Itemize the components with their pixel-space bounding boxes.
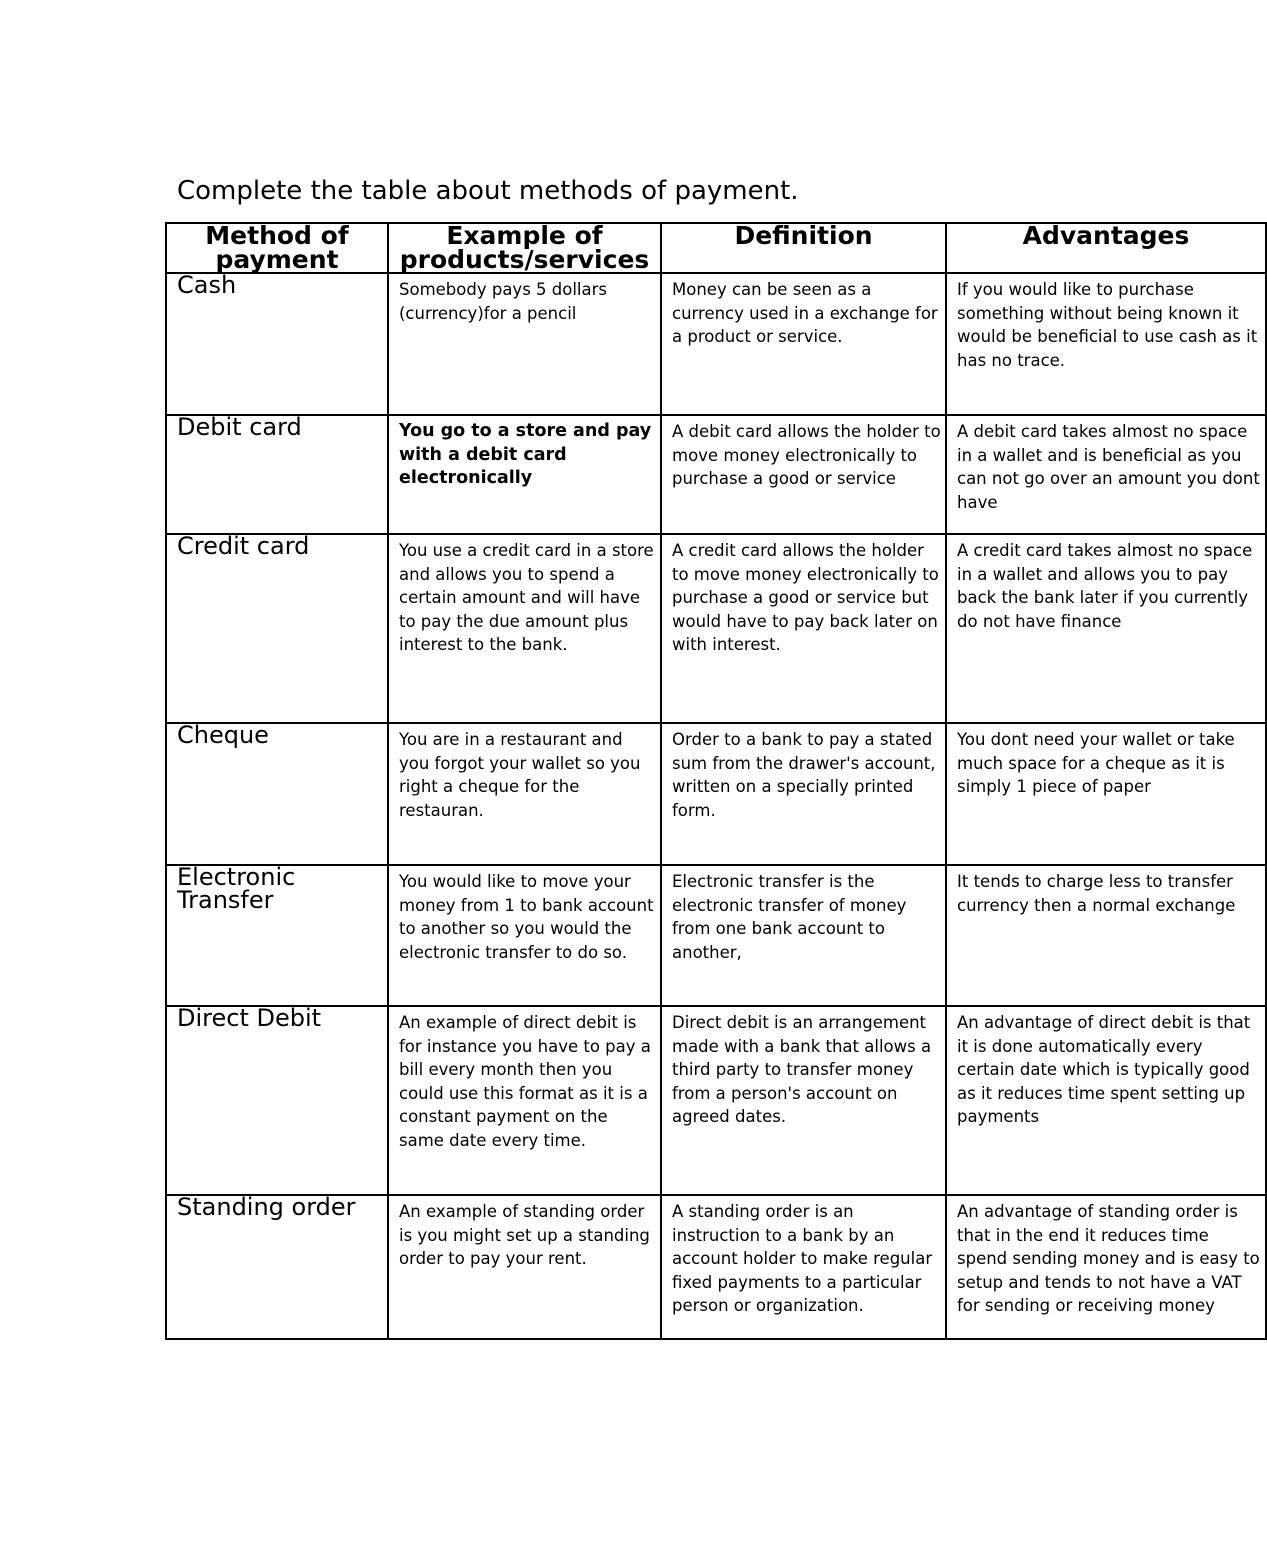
- row-example: An example of standing order is you might set up a standing order to pay your rent.: [388, 1195, 661, 1339]
- table-row: [166, 1006, 1266, 1195]
- row-advantages: A debit card takes almost no space in a wallet and is beneficial as you can not go over an amount you dont have: [946, 415, 1266, 534]
- table-row: [166, 415, 1266, 534]
- row-definition: Order to a bank to pay a stated sum from the drawer's account, written on a specially printed form.: [661, 723, 946, 865]
- row-example: An example of direct debit is for instance you have to pay a bill every month then you could use this format as it is a constant payment on the same date every time.: [388, 1006, 661, 1195]
- row-definition: A debit card allows the holder to move money electronically to purchase a good or service: [661, 415, 946, 534]
- row-definition: A credit card allows the holder to move money electronically to purchase a good or service but would have to pay back later on with interest.: [661, 534, 946, 723]
- row-method: Cheque: [166, 723, 388, 865]
- row-method: Cash: [166, 273, 388, 415]
- row-advantages: An advantage of standing order is that in the end it reduces time spend sending money and is easy to setup and tends to not have a VAT for sending or receiving money: [946, 1195, 1266, 1339]
- table-row: [166, 534, 1266, 723]
- payment-methods-table: [165, 222, 1267, 1340]
- row-definition: Money can be seen as a currency used in a exchange for a product or service.: [661, 273, 946, 415]
- row-method: Electronic Transfer: [166, 865, 388, 1006]
- header-method: Method of payment: [166, 223, 388, 273]
- row-example: You would like to move your money from 1 to bank account to another so you would the electronic transfer to do so.: [388, 865, 661, 1006]
- row-example: You use a credit card in a store and allows you to spend a certain amount and will have to pay the due amount plus interest to the bank.: [388, 534, 661, 723]
- row-method: Direct Debit: [166, 1006, 388, 1195]
- row-method: Debit card: [166, 415, 388, 534]
- table-header-row: [166, 223, 1266, 273]
- row-method: Credit card: [166, 534, 388, 723]
- row-example: You are in a restaurant and you forgot your wallet so you right a cheque for the restauran.: [388, 723, 661, 865]
- row-advantages: It tends to charge less to transfer currency then a normal exchange: [946, 865, 1266, 1006]
- page-title: Complete the table about methods of payment.: [177, 176, 799, 206]
- header-advantages: Advantages: [946, 223, 1266, 273]
- header-definition: Definition: [661, 223, 946, 273]
- table-row: [166, 273, 1266, 415]
- row-advantages: You dont need your wallet or take much space for a cheque as it is simply 1 piece of paper: [946, 723, 1266, 865]
- row-method: Standing order: [166, 1195, 388, 1339]
- row-example: You go to a store and pay with a debit card electronically: [388, 415, 661, 534]
- header-example: Example of products/services: [388, 223, 661, 273]
- row-advantages: A credit card takes almost no space in a wallet and allows you to pay back the bank later if you currently do not have finance: [946, 534, 1266, 723]
- row-example: Somebody pays 5 dollars (currency)for a pencil: [388, 273, 661, 415]
- row-definition: A standing order is an instruction to a bank by an account holder to make regular fixed payments to a particular person or organization.: [661, 1195, 946, 1339]
- row-definition: Direct debit is an arrangement made with a bank that allows a third party to transfer money from a person's account on agreed dates.: [661, 1006, 946, 1195]
- row-definition: Electronic transfer is the electronic transfer of money from one bank account to another,: [661, 865, 946, 1006]
- row-advantages: An advantage of direct debit is that it is done automatically every certain date which is typically good as it reduces time spent setting up payments: [946, 1006, 1266, 1195]
- table-row: [166, 723, 1266, 865]
- payment-methods-table-wrapper: [165, 221, 1260, 1342]
- table-row: [166, 1195, 1266, 1339]
- row-advantages: If you would like to purchase something without being known it would be beneficial to use cash as it has no trace.: [946, 273, 1266, 415]
- table-row: [166, 865, 1266, 1006]
